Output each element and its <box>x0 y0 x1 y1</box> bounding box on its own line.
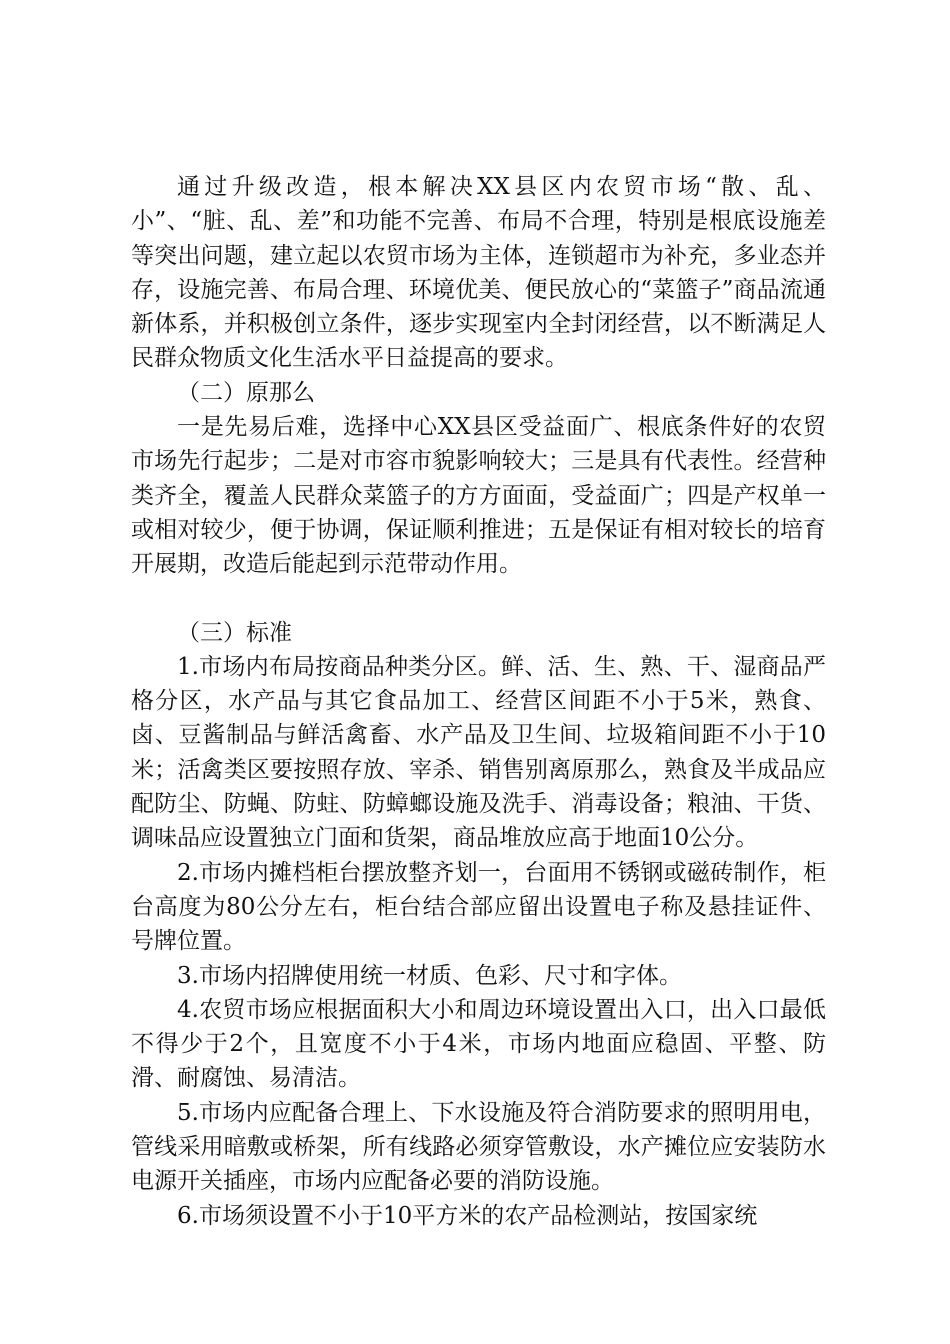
paragraph-standard-3: 3.市场内招牌使用统一材质、色彩、尺寸和字体。 <box>177 962 682 989</box>
section-heading-principles: （二）原那么 <box>177 379 315 406</box>
paragraph-principles: 一是先易后难，选择中心XX县区受益面广、根底条件好的农贸市场先行起步；二是对市容市貌影响较大；三是具有代表性。经营种类齐全，覆盖人民群众菜篮子的方方面面，受益面广；四是产权单一或相对较少，便于协调，保证顺利推进；五是保证有相对较长的培育开展期，改造后能起到示范带动作用。 <box>131 414 826 578</box>
paragraph-standard-1: 1.市场内布局按商品种类分区。鲜、活、生、熟、干、湿商品严格分区，水产品与其它食品加工、经营区间距不小于5米，熟食、卤、豆酱制品与鲜活禽畜、水产品及卫生间、垃圾箱间距不小于10米；活禽类区要按照存放、宰杀、销售别离原那么，熟食及半成品应配防尘、防蝇、防蛀、防蟑螂设施及洗手、消毒设备；粮油、干货、调味品应设置独立门面和货架，商品堆放应高于地面10公分。 <box>131 653 826 852</box>
paragraph-spacer <box>131 582 826 616</box>
paragraph-standard-2: 2.市场内摊档柜台摆放整齐划一，台面用不锈钢或磁砖制作，柜台高度为80公分左右，柜台结合部应留出设置电子称及悬挂证件、号牌位置。 <box>131 859 826 955</box>
paragraph-standard-4: 4.农贸市场应根据面积大小和周边环境设置出入口，出入口最低不得少于2个，且宽度不小于4米，市场内地面应稳固、平整、防滑、耐腐蚀、易清洁。 <box>131 996 826 1092</box>
paragraph-standard-6: 6.市场须设置不小于10平方米的农产品检测站，按国家统 <box>177 1202 758 1229</box>
paragraph-standard-5: 5.市场内应配备合理上、下水设施及符合消防要求的照明用电，管线采用暗敷或桥架，所有线路必须穿管敷设，水产摊位应安装防水电源开关插座，市场内应配备必要的消防设施。 <box>131 1099 826 1195</box>
document-body <box>131 170 826 1233</box>
paragraph-goal: 通过升级改造，根本解决XX县区内农贸市场“散、乱、小”、“脏、乱、差”和功能不完善、布局不合理，特别是根底设施差等突出问题，建立起以农贸市场为主体，连锁超市为补充，多业态并存，设施完善、布局合理、环境优美、便民放心的“菜篮子”商品流通新体系，并积极创立条件，逐步实现室内全封闭经营，以不断满足人民群众物质文化生活水平日益提高的要求。 <box>131 174 826 372</box>
section-heading-standards: （三）标准 <box>177 619 292 646</box>
